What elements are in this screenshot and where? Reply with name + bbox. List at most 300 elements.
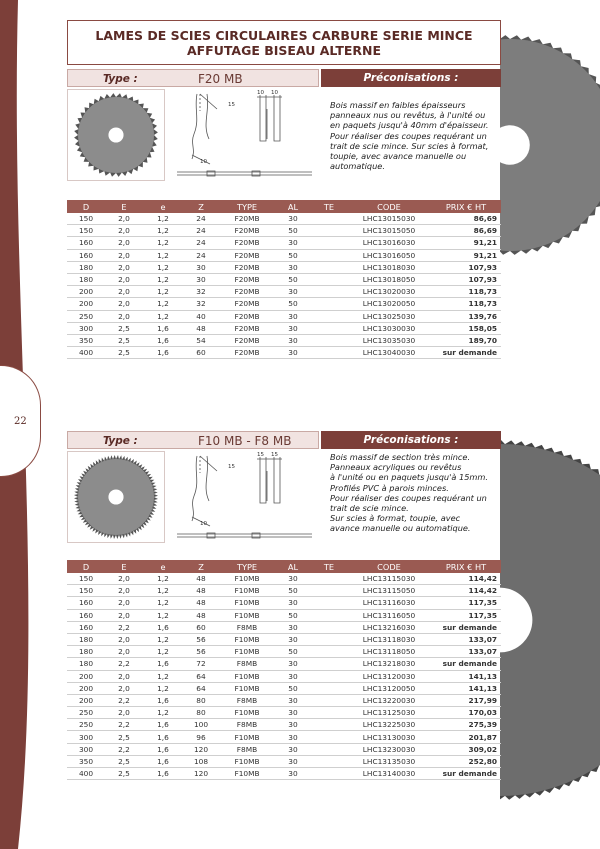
table-cell: 1,6 <box>143 743 183 755</box>
type-header-f20 <box>67 69 319 87</box>
table-cell: 300 <box>67 322 105 334</box>
table-cell: 50 <box>275 225 311 237</box>
table-cell: 350 <box>67 334 105 346</box>
table-cell: F10MB <box>219 731 275 743</box>
table-cell: F10MB <box>219 755 275 767</box>
table-cell: sur demande <box>431 768 501 780</box>
table-cell: 86,69 <box>431 213 501 225</box>
table-cell: 24 <box>183 225 219 237</box>
desc-line: automatique. <box>330 161 385 172</box>
table-cell: 107,93 <box>431 273 501 285</box>
table-row <box>67 286 501 298</box>
table-cell: F20MB <box>219 273 275 285</box>
table-cell: 2,0 <box>105 310 143 322</box>
table-cell <box>311 719 347 731</box>
table-row <box>67 585 501 597</box>
table-cell: 160 <box>67 597 105 609</box>
table-cell: 1,2 <box>143 585 183 597</box>
table-cell: 2,5 <box>105 347 143 359</box>
table-cell: 200 <box>67 298 105 310</box>
table-row <box>67 261 501 273</box>
desc-line: Bois massif en faibles épaisseurs <box>330 100 466 110</box>
table-cell: 2,0 <box>105 633 143 645</box>
table-row <box>67 731 501 743</box>
table-cell: 30 <box>275 658 311 670</box>
table-cell: F20MB <box>219 310 275 322</box>
table-cell: 50 <box>275 646 311 658</box>
table-cell: LHC13016050 <box>347 249 431 261</box>
table-cell: 118,73 <box>431 298 501 310</box>
table-row <box>67 658 501 670</box>
table-cell: F10MB <box>219 585 275 597</box>
price-table-f10 <box>67 560 501 780</box>
table-cell <box>311 585 347 597</box>
page-number: 22 <box>14 416 27 427</box>
catalog-title <box>67 20 501 65</box>
table-row <box>67 225 501 237</box>
table-cell: 180 <box>67 633 105 645</box>
table-cell: 60 <box>183 621 219 633</box>
table-cell: 40 <box>183 310 219 322</box>
table-cell: LHC13116050 <box>347 609 431 621</box>
column-header: E <box>105 200 143 213</box>
column-header: TYPE <box>219 560 275 573</box>
table-cell: LHC13015030 <box>347 213 431 225</box>
table-row <box>67 347 501 359</box>
table-cell: 30 <box>275 213 311 225</box>
column-header: AL <box>275 200 311 213</box>
table-cell: 150 <box>67 585 105 597</box>
desc-line: trait de scie mince. <box>330 503 409 514</box>
table-cell: 48 <box>183 585 219 597</box>
table-row <box>67 213 501 225</box>
table-cell: 2,0 <box>105 261 143 273</box>
table-cell: F10MB <box>219 573 275 585</box>
table-cell: 200 <box>67 694 105 706</box>
table-cell: 80 <box>183 707 219 719</box>
table-cell: LHC13125030 <box>347 707 431 719</box>
table-cell: F10MB <box>219 670 275 682</box>
table-cell: 32 <box>183 298 219 310</box>
desc-line: Pour réaliser des coupes requérant un <box>330 130 487 141</box>
table-row <box>67 707 501 719</box>
preconisations-header <box>321 69 501 87</box>
column-header: D <box>67 560 105 573</box>
table-cell <box>311 347 347 359</box>
table-cell: LHC13035030 <box>347 334 431 346</box>
table-cell: 2,0 <box>105 597 143 609</box>
table-cell <box>311 743 347 755</box>
table-cell: 1,6 <box>143 768 183 780</box>
table-cell: 150 <box>67 225 105 237</box>
table-cell: 189,70 <box>431 334 501 346</box>
table-cell: 30 <box>275 755 311 767</box>
table-cell: 350 <box>67 755 105 767</box>
table-cell: 1,6 <box>143 731 183 743</box>
table-cell: 48 <box>183 609 219 621</box>
table-cell: 2,0 <box>105 213 143 225</box>
table-cell: 309,02 <box>431 743 501 755</box>
title-line-2: AFFUTAGE BISEAU ALTERNE <box>186 43 382 58</box>
table-cell: 64 <box>183 670 219 682</box>
table-cell: 1,2 <box>143 609 183 621</box>
table-cell: F20MB <box>219 237 275 249</box>
table-cell: 30 <box>275 573 311 585</box>
table-cell: 60 <box>183 347 219 359</box>
table-cell: 150 <box>67 213 105 225</box>
table-cell <box>311 646 347 658</box>
table-cell <box>311 707 347 719</box>
table-cell: LHC13018030 <box>347 261 431 273</box>
table-cell: 2,5 <box>105 322 143 334</box>
table-cell: 250 <box>67 310 105 322</box>
table-cell: 50 <box>275 609 311 621</box>
table-cell: 150 <box>67 573 105 585</box>
table-cell <box>311 694 347 706</box>
table-cell <box>311 682 347 694</box>
table-cell: LHC13230030 <box>347 743 431 755</box>
table-cell: 2,5 <box>105 731 143 743</box>
table-cell: LHC13216030 <box>347 621 431 633</box>
table-cell: 30 <box>275 597 311 609</box>
table-cell: 100 <box>183 719 219 731</box>
table-cell <box>311 273 347 285</box>
table-cell: 1,2 <box>143 261 183 273</box>
table-cell: 30 <box>183 261 219 273</box>
description-f10 <box>330 452 500 534</box>
table-cell: 201,87 <box>431 731 501 743</box>
table-cell: 30 <box>275 237 311 249</box>
table-cell <box>311 286 347 298</box>
table-cell: 1,6 <box>143 621 183 633</box>
table-cell <box>311 322 347 334</box>
table-cell: LHC13025030 <box>347 310 431 322</box>
column-header: Z <box>183 200 219 213</box>
table-row <box>67 298 501 310</box>
table-cell <box>311 213 347 225</box>
table-cell: 1,6 <box>143 755 183 767</box>
table-cell: 170,03 <box>431 707 501 719</box>
table-cell <box>311 334 347 346</box>
table-cell <box>311 573 347 585</box>
saw-blade-large-bottom <box>500 440 600 800</box>
table-cell <box>311 768 347 780</box>
table-cell: 50 <box>275 273 311 285</box>
table-cell: 2,5 <box>105 768 143 780</box>
table-cell: 30 <box>275 310 311 322</box>
table-cell: F10MB <box>219 633 275 645</box>
table-cell: 1,2 <box>143 597 183 609</box>
tooth-profile-diagram <box>172 451 320 543</box>
table-row <box>67 633 501 645</box>
table-cell: 1,2 <box>143 286 183 298</box>
table-row <box>67 310 501 322</box>
table-cell: 120 <box>183 768 219 780</box>
table-cell: LHC13115030 <box>347 573 431 585</box>
table-cell: 2,0 <box>105 286 143 298</box>
table-cell: 200 <box>67 286 105 298</box>
table-cell: 180 <box>67 273 105 285</box>
table-cell: 30 <box>275 719 311 731</box>
table-cell: LHC13225030 <box>347 719 431 731</box>
desc-line: Sur scies à format, toupie, avec <box>330 513 461 524</box>
table-cell: 2,5 <box>105 755 143 767</box>
table-cell: F8MB <box>219 621 275 633</box>
table-cell: F8MB <box>219 694 275 706</box>
table-cell: F8MB <box>219 719 275 731</box>
column-header: TE <box>311 560 347 573</box>
table-cell <box>311 658 347 670</box>
table-cell: 48 <box>183 322 219 334</box>
desc-line: en paquets jusqu'à 40mm d'épaisseur. <box>330 120 489 131</box>
table-cell: 117,35 <box>431 597 501 609</box>
table-cell: 117,35 <box>431 609 501 621</box>
table-cell: sur demande <box>431 621 501 633</box>
type-label: Type : <box>103 73 138 85</box>
table-cell: 133,07 <box>431 633 501 645</box>
table-cell: F8MB <box>219 743 275 755</box>
table-row <box>67 621 501 633</box>
column-header: TYPE <box>219 200 275 213</box>
table-cell: 24 <box>183 213 219 225</box>
tooth-profile-diagram <box>172 89 320 181</box>
table-cell: 2,0 <box>105 609 143 621</box>
table-cell: F20MB <box>219 213 275 225</box>
table-cell: 114,42 <box>431 585 501 597</box>
table-cell: 2,2 <box>105 658 143 670</box>
table-cell: 30 <box>183 273 219 285</box>
table-cell: F10MB <box>219 682 275 694</box>
table-cell: 114,42 <box>431 573 501 585</box>
table-cell: 30 <box>275 334 311 346</box>
table-cell: 30 <box>275 743 311 755</box>
table-cell: 1,2 <box>143 646 183 658</box>
table-cell: sur demande <box>431 658 501 670</box>
table-cell: F20MB <box>219 322 275 334</box>
table-cell: 1,2 <box>143 707 183 719</box>
desc-line: avance manuelle ou automatique. <box>330 523 471 534</box>
preconisations-header <box>321 431 501 449</box>
table-row <box>67 755 501 767</box>
table-cell: F20MB <box>219 347 275 359</box>
desc-line: panneaux nus ou revêtus, à l'unité ou <box>330 110 486 121</box>
table-row <box>67 719 501 731</box>
column-header: TE <box>311 200 347 213</box>
table-cell: 48 <box>183 573 219 585</box>
table-cell: 1,2 <box>143 213 183 225</box>
table-cell: 50 <box>275 249 311 261</box>
table-cell: 30 <box>275 731 311 743</box>
table-cell: 96 <box>183 731 219 743</box>
table-cell: 2,2 <box>105 621 143 633</box>
table-cell: 30 <box>275 322 311 334</box>
table-cell: 133,07 <box>431 646 501 658</box>
diagram-right: 15 <box>271 452 278 458</box>
table-cell <box>311 249 347 261</box>
table-cell: 2,0 <box>105 225 143 237</box>
table-row <box>67 694 501 706</box>
desc-line: à l'unité ou en paquets jusqu'à 15mm. <box>330 472 488 483</box>
diagram-left: 15 <box>257 452 264 458</box>
column-header: E <box>105 560 143 573</box>
column-header: PRIX € HT <box>431 200 501 213</box>
table-cell: 30 <box>275 621 311 633</box>
table-cell: 30 <box>275 633 311 645</box>
table-cell: 1,6 <box>143 347 183 359</box>
table-cell: 180 <box>67 658 105 670</box>
table-cell: 1,2 <box>143 670 183 682</box>
table-cell: 160 <box>67 249 105 261</box>
table-cell: 2,0 <box>105 670 143 682</box>
table-cell: sur demande <box>431 347 501 359</box>
desc-line: Panneaux acryliques ou revêtus <box>330 462 462 473</box>
desc-line: Profilés PVC à parois minces. <box>330 482 449 493</box>
table-cell: 250 <box>67 707 105 719</box>
table-cell: 141,13 <box>431 682 501 694</box>
table-cell: 1,2 <box>143 273 183 285</box>
table-cell <box>311 261 347 273</box>
column-header: D <box>67 200 105 213</box>
table-cell: 160 <box>67 609 105 621</box>
model-name: F20 MB <box>198 72 243 86</box>
table-cell: 30 <box>275 347 311 359</box>
description-f20 <box>330 100 500 171</box>
table-cell <box>311 237 347 249</box>
table-cell: 86,69 <box>431 225 501 237</box>
table-cell: 250 <box>67 719 105 731</box>
table-cell: 180 <box>67 261 105 273</box>
table-cell: 2,2 <box>105 694 143 706</box>
table-cell: LHC13020030 <box>347 286 431 298</box>
table-cell: LHC13018050 <box>347 273 431 285</box>
table-cell: 217,99 <box>431 694 501 706</box>
table-row <box>67 609 501 621</box>
type-header-f10 <box>67 431 319 449</box>
table-cell: 1,2 <box>143 682 183 694</box>
table-cell: 2,0 <box>105 273 143 285</box>
table-cell: LHC13118030 <box>347 633 431 645</box>
table-cell: 30 <box>275 670 311 682</box>
column-header: PRIX € HT <box>431 560 501 573</box>
table-cell: 160 <box>67 621 105 633</box>
table-cell <box>311 609 347 621</box>
table-cell <box>311 731 347 743</box>
table-row <box>67 249 501 261</box>
diagram-left: 10 <box>257 90 264 96</box>
table-cell: LHC13130030 <box>347 731 431 743</box>
table-cell: 30 <box>275 707 311 719</box>
table-cell: 1,6 <box>143 694 183 706</box>
table-cell: F8MB <box>219 658 275 670</box>
table-cell: 2,0 <box>105 573 143 585</box>
table-cell: 139,76 <box>431 310 501 322</box>
desc-line: Bois massif de section très mince. <box>330 452 471 462</box>
table-cell: 180 <box>67 646 105 658</box>
table-cell: 275,39 <box>431 719 501 731</box>
table-cell <box>311 621 347 633</box>
desc-line: Pour réaliser des coupes requérant un <box>330 492 487 503</box>
model-name: F10 MB - F8 MB <box>198 434 292 448</box>
table-cell: 56 <box>183 633 219 645</box>
table-cell: 2,0 <box>105 585 143 597</box>
table-cell: 1,2 <box>143 298 183 310</box>
table-cell <box>311 755 347 767</box>
table-cell: 32 <box>183 286 219 298</box>
table-cell: 1,2 <box>143 310 183 322</box>
table-cell: 300 <box>67 731 105 743</box>
table-row <box>67 334 501 346</box>
table-cell: LHC13040030 <box>347 347 431 359</box>
table-cell: 1,2 <box>143 573 183 585</box>
title-line-1: LAMES DE SCIES CIRCULAIRES CARBURE SERIE MINCE <box>95 28 473 43</box>
table-cell: LHC13135030 <box>347 755 431 767</box>
table-cell: 1,6 <box>143 322 183 334</box>
table-cell <box>311 310 347 322</box>
table-cell: 158,05 <box>431 322 501 334</box>
table-cell: F10MB <box>219 646 275 658</box>
table-cell: 200 <box>67 670 105 682</box>
table-cell: 2,0 <box>105 707 143 719</box>
table-cell: LHC13218030 <box>347 658 431 670</box>
table-cell: 24 <box>183 249 219 261</box>
diagram-angle: 15 <box>228 102 235 108</box>
table-cell: 400 <box>67 768 105 780</box>
table-cell: 30 <box>275 694 311 706</box>
column-header: CODE <box>347 560 431 573</box>
table-cell: 2,2 <box>105 719 143 731</box>
table-cell: LHC13220030 <box>347 694 431 706</box>
diagram-angle: 15 <box>228 464 235 470</box>
diagram-bottom: 10 <box>200 159 207 165</box>
table-row <box>67 682 501 694</box>
diagram-bottom: 10 <box>200 521 207 527</box>
table-cell: 54 <box>183 334 219 346</box>
table-cell: 30 <box>275 261 311 273</box>
table-cell: 2,0 <box>105 249 143 261</box>
table-row <box>67 573 501 585</box>
table-cell: 72 <box>183 658 219 670</box>
table-cell: LHC13020050 <box>347 298 431 310</box>
table-cell: 1,6 <box>143 719 183 731</box>
table-cell <box>311 298 347 310</box>
table-row <box>67 322 501 334</box>
table-cell: 50 <box>275 298 311 310</box>
table-cell: 50 <box>275 585 311 597</box>
table-cell: F20MB <box>219 286 275 298</box>
table-cell: 91,21 <box>431 249 501 261</box>
table-row <box>67 273 501 285</box>
table-cell: 2,0 <box>105 646 143 658</box>
column-header: e <box>143 200 183 213</box>
table-cell: 108 <box>183 755 219 767</box>
table-cell: LHC13015050 <box>347 225 431 237</box>
table-cell <box>311 597 347 609</box>
table-cell: 160 <box>67 237 105 249</box>
table-cell: LHC13016030 <box>347 237 431 249</box>
column-header: e <box>143 560 183 573</box>
desc-line: trait de scie mince. Sur scies à format, <box>330 140 489 151</box>
table-row <box>67 237 501 249</box>
table-cell: F10MB <box>219 609 275 621</box>
column-header: AL <box>275 560 311 573</box>
table-cell: 2,0 <box>105 298 143 310</box>
table-cell: 1,6 <box>143 334 183 346</box>
table-cell: F20MB <box>219 334 275 346</box>
table-cell: 1,2 <box>143 237 183 249</box>
table-cell: F10MB <box>219 768 275 780</box>
table-cell: 120 <box>183 743 219 755</box>
table-cell: 252,80 <box>431 755 501 767</box>
